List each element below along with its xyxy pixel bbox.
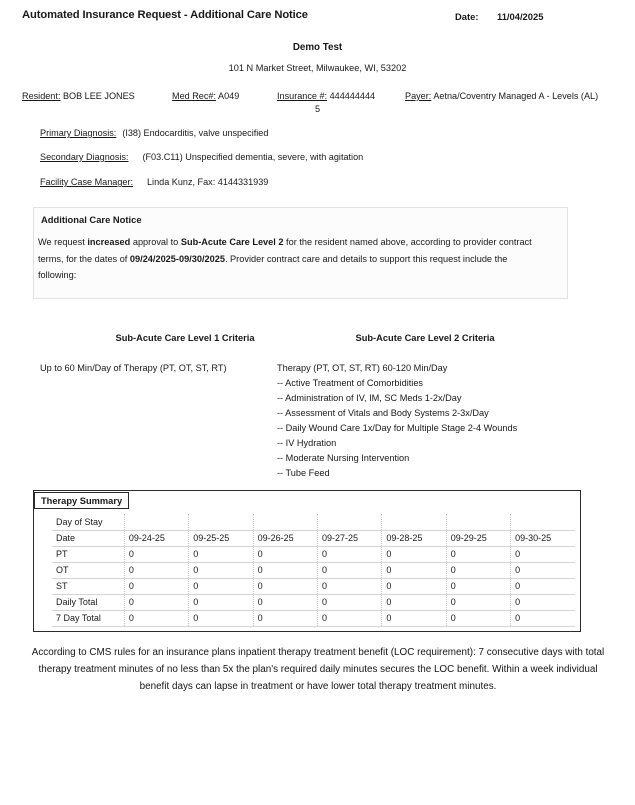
day-cell: 0 bbox=[446, 610, 510, 626]
day-cell: 0 bbox=[124, 578, 188, 594]
row-label: Daily Total bbox=[52, 594, 124, 610]
table-row bbox=[52, 546, 575, 562]
day-cell: 0 bbox=[317, 610, 381, 626]
day-cell: 0 bbox=[124, 610, 188, 626]
level1-criteria-list bbox=[40, 361, 290, 376]
day-cell: 09-24-25 bbox=[124, 530, 188, 546]
med-rec-value: A049 bbox=[218, 91, 240, 101]
table-row bbox=[52, 562, 575, 578]
day-cell: 0 bbox=[124, 562, 188, 578]
secondary-diagnosis-label: Secondary Diagnosis: bbox=[40, 152, 129, 162]
notice-emphasis-dates: 09/24/2025-09/30/2025 bbox=[129, 253, 225, 264]
level2-criteria-item: Therapy (PT, OT, ST, RT) 60-120 Min/Day bbox=[277, 363, 448, 373]
day-cell: 09-29-25 bbox=[446, 530, 510, 546]
level2-criteria-item: -- Tube Feed bbox=[277, 468, 330, 478]
day-cell: 0 bbox=[253, 578, 317, 594]
day-cell: 0 bbox=[511, 562, 575, 578]
day-cell bbox=[253, 514, 317, 530]
day-cell bbox=[189, 514, 253, 530]
level2-criteria-item: -- Active Treatment of Comorbidities bbox=[277, 378, 424, 388]
resident-value: BOB LEE JONES bbox=[62, 91, 135, 101]
page-title: Automated Insurance Request - Additional Care Notice bbox=[22, 9, 308, 21]
day-cell: 09-27-25 bbox=[317, 530, 381, 546]
day-cell: 0 bbox=[124, 546, 188, 562]
day-cell bbox=[446, 514, 510, 530]
level2-criteria-heading: Sub-Acute Care Level 2 Criteria bbox=[355, 333, 495, 343]
primary-diagnosis-value: (I38) Endocarditis, valve unspecified bbox=[122, 128, 269, 138]
facility-case-manager bbox=[40, 177, 268, 187]
resident-field bbox=[22, 91, 172, 101]
payer-value: Aetna/Coventry Managed A - Levels (AL) bbox=[433, 91, 599, 101]
day-cell: 0 bbox=[317, 562, 381, 578]
day-cell: 09-28-25 bbox=[382, 530, 446, 546]
row-label: ST bbox=[52, 578, 124, 594]
level2-criteria-item: -- Daily Wound Care 1x/Day for Multiple Stage 2-4 Wounds bbox=[277, 423, 518, 433]
day-cell: 0 bbox=[317, 594, 381, 610]
level2-criteria-item: -- Moderate Nursing Intervention bbox=[277, 453, 410, 463]
day-cell: 0 bbox=[189, 594, 253, 610]
primary-diagnosis bbox=[40, 128, 268, 138]
notice-emphasis-level: Sub-Acute Care Level 2 bbox=[180, 237, 284, 247]
table-row bbox=[52, 514, 575, 530]
day-cell: 0 bbox=[189, 578, 253, 594]
day-cell bbox=[511, 514, 575, 530]
table-row bbox=[52, 578, 575, 594]
day-cell: 0 bbox=[253, 562, 317, 578]
day-cell: 0 bbox=[317, 578, 381, 594]
facility-address: 101 N Market Street, Milwaukee, WI, 53202 bbox=[228, 63, 407, 73]
therapy-summary-body bbox=[52, 514, 575, 626]
date-label: Date: bbox=[455, 11, 479, 22]
level1-criteria-heading: Sub-Acute Care Level 1 Criteria bbox=[115, 333, 255, 343]
day-cell bbox=[124, 514, 188, 530]
level2-criteria-item: -- Administration of IV, IM, SC Meds 1-2x/Day bbox=[277, 393, 462, 403]
day-cell: 0 bbox=[382, 546, 446, 562]
additional-care-notice-title: Additional Care Notice bbox=[41, 214, 142, 225]
date-value: 11/04/2025 bbox=[497, 11, 544, 22]
cms-rules-note: According to CMS rules for an insurance plans inpatient therapy treatment benefit (LOC requirement): 7 consecutive days with total therapy treatment minutes of no less than 5x the plan's required daily minutes secures the LOC benefit. Within a week individual benefit days can lapse in treatment or have lower total therapy treatment minutes. bbox=[31, 647, 605, 692]
level2-criteria-item: -- Assessment of Vitals and Body Systems 2-3x/Day bbox=[277, 408, 489, 418]
table-row bbox=[52, 594, 575, 610]
secondary-diagnosis-value: (F03.C11) Unspecified dementia, severe, with agitation bbox=[142, 152, 364, 162]
payer-label: Payer: bbox=[405, 91, 432, 101]
notice-text-1: We request bbox=[38, 237, 88, 247]
day-cell: 0 bbox=[253, 610, 317, 626]
day-cell: 0 bbox=[189, 610, 253, 626]
day-cell: 09-25-25 bbox=[189, 530, 253, 546]
resident-identity-row bbox=[22, 91, 622, 101]
facility-name: Demo Test bbox=[292, 42, 343, 53]
day-cell: 0 bbox=[382, 562, 446, 578]
row-label: Day of Stay bbox=[52, 514, 124, 530]
level1-criteria-item: Up to 60 Min/Day of Therapy (PT, OT, ST, RT) bbox=[40, 363, 227, 373]
day-cell: 0 bbox=[382, 610, 446, 626]
case-manager-label: Facility Case Manager: bbox=[40, 177, 133, 187]
row-label: PT bbox=[52, 546, 124, 562]
table-row bbox=[52, 530, 575, 546]
day-cell: 09-26-25 bbox=[253, 530, 317, 546]
day-cell: 0 bbox=[189, 546, 253, 562]
med-rec-label: Med Rec#: bbox=[172, 91, 216, 101]
day-cell: 0 bbox=[382, 594, 446, 610]
day-cell bbox=[382, 514, 446, 530]
med-rec-field bbox=[172, 91, 277, 101]
additional-care-notice-body bbox=[38, 234, 538, 284]
day-cell: 0 bbox=[253, 546, 317, 562]
case-manager-value: Linda Kunz, Fax: 4144331939 bbox=[147, 177, 269, 187]
day-cell: 0 bbox=[511, 610, 575, 626]
secondary-diagnosis bbox=[40, 152, 363, 162]
day-cell: 0 bbox=[511, 594, 575, 610]
day-cell: 0 bbox=[446, 562, 510, 578]
day-cell: 0 bbox=[253, 594, 317, 610]
resident-label: Resident: bbox=[22, 91, 61, 101]
row-label: 7 Day Total bbox=[52, 610, 124, 626]
level2-criteria-list bbox=[277, 361, 547, 481]
day-cell: 0 bbox=[317, 546, 381, 562]
day-cell: 0 bbox=[446, 594, 510, 610]
therapy-summary-tab-label: Therapy Summary bbox=[34, 492, 129, 509]
row-label: Date bbox=[52, 530, 124, 546]
day-cell: 0 bbox=[382, 578, 446, 594]
therapy-summary-table bbox=[52, 514, 575, 627]
primary-diagnosis-label: Primary Diagnosis: bbox=[40, 128, 117, 138]
day-cell: 09-30-25 bbox=[511, 530, 575, 546]
day-cell: 0 bbox=[446, 546, 510, 562]
insurance-label: Insurance #: bbox=[277, 91, 328, 101]
row-label: OT bbox=[52, 562, 124, 578]
insurance-field bbox=[277, 91, 405, 101]
payer-value-continued: 5 bbox=[314, 104, 321, 114]
payer-field bbox=[405, 91, 598, 101]
day-cell: 0 bbox=[446, 578, 510, 594]
day-cell: 0 bbox=[189, 562, 253, 578]
insurance-value: 444444444 bbox=[329, 91, 376, 101]
day-cell: 0 bbox=[511, 546, 575, 562]
level2-criteria-item: -- IV Hydration bbox=[277, 438, 337, 448]
notice-text-2: approval to bbox=[130, 237, 181, 247]
day-cell bbox=[317, 514, 381, 530]
day-cell: 0 bbox=[124, 594, 188, 610]
notice-text-3: for the resident named above, according to provider contract terms, for the dates of bbox=[38, 237, 532, 264]
table-row bbox=[52, 610, 575, 626]
notice-text-4: . Provider contract care and details to support this request include the following: bbox=[38, 253, 508, 280]
day-cell: 0 bbox=[511, 578, 575, 594]
notice-emphasis-increased: increased bbox=[87, 237, 131, 247]
